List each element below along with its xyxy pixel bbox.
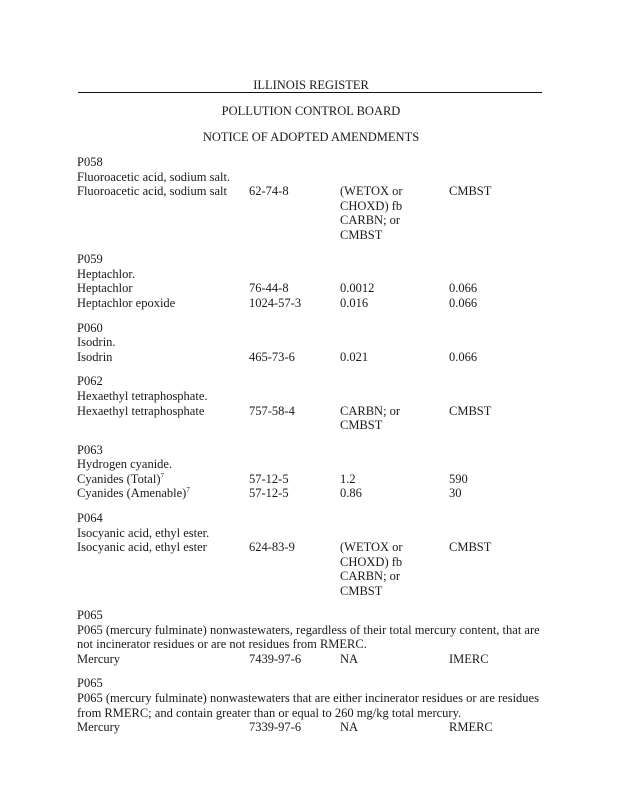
constituent-row [77,652,547,667]
waste-description: Hydrogen cyanide. [77,457,173,472]
constituent-row [77,540,547,598]
waste-entry [77,252,547,310]
waste-description: Heptachlor. [77,266,135,281]
waste-code: P064 [77,510,103,525]
notice-heading: NOTICE OF ADOPTED AMENDMENTS [202,130,420,144]
waste-code: P065 [77,676,103,691]
constituent-name [77,486,547,501]
nonwastewater-standard: CMBST [449,540,492,555]
wastewater-standard: 0.021 [340,349,369,364]
nonwastewater-standard: 0.066 [449,295,478,310]
footnote-marker: 7 [160,471,164,480]
constituent-name: Hexaethyl tetraphosphate [77,403,205,418]
board-heading: POLLUTION CONTROL BOARD [221,104,401,118]
cas-number: 57-12-5 [249,471,289,486]
constituent-name: Isodrin [77,349,113,364]
wastewater-standard: 0.86 [340,486,362,501]
waste-code: P065 [77,608,103,623]
cas-number: 465-73-6 [249,349,295,364]
waste-entry [77,608,547,666]
wastewater-standard: NA [340,651,359,666]
wastewater-standard: 1.2 [340,471,356,486]
wastewater-standard: CARBN; or CMBST [340,403,401,433]
register-heading: ILLINOIS REGISTER [253,78,369,92]
nonwastewater-standard: 590 [449,471,468,486]
constituent-name: Isocyanic acid, ethyl ester [77,540,207,555]
constituent-row [77,472,547,487]
waste-description: Isodrin. [77,335,116,350]
wastewater-standard: 0.016 [340,295,369,310]
waste-description: Isocyanic acid, ethyl ester. [77,525,210,540]
constituent-row [77,350,547,365]
cas-number: 7339-97-6 [249,720,302,735]
waste-entry [77,155,547,242]
waste-entry [77,443,547,501]
waste-code: P062 [77,374,103,389]
constituent-row [77,296,547,311]
waste-entry [77,374,547,432]
cas-number: 757-58-4 [249,403,295,418]
nonwastewater-standard: CMBST [449,184,492,199]
waste-description: P065 (mercury fulminate) nonwastewaters that are either incinerator residues or are residues from RMERC; and contain greater than or equal to 260 mg/kg total mercury. [77,691,539,720]
constituent-name: Heptachlor [77,281,133,296]
header-rule [78,92,542,93]
constituent-name: Mercury [77,651,121,666]
waste-code: P058 [77,155,103,169]
nonwastewater-standard: IMERC [449,651,489,666]
cas-number: 76-44-8 [249,281,289,296]
nonwastewater-standard: RMERC [449,720,493,735]
waste-entry [77,511,547,598]
constituent-row [77,720,547,735]
constituent-name-text: Cyanides (Amenable) [77,486,187,501]
waste-code: P059 [77,252,103,267]
constituent-name-text: Cyanides (Total) [77,471,161,486]
waste-code: P063 [77,442,103,457]
constituent-row [77,281,547,296]
constituent-row [77,184,547,242]
waste-description: P065 (mercury fulminate) nonwastewaters, regardless of their total mercury content, that are not incinerator residues or are not residues from RMERC. [77,622,540,652]
nonwastewater-standard: 0.066 [449,281,478,296]
wastewater-standard: 0.0012 [340,281,375,296]
cas-number: 7439-97-6 [249,651,302,666]
waste-code-list [77,155,547,745]
constituent-row [77,486,547,501]
waste-entry [77,321,547,365]
cas-number: 57-12-5 [249,486,289,501]
nonwastewater-standard: 30 [449,486,462,501]
waste-description: Fluoroacetic acid, sodium salt. [77,169,231,184]
constituent-name [77,472,547,487]
waste-entry [77,676,547,734]
cas-number: 624-83-9 [249,540,295,555]
nonwastewater-standard: 0.066 [449,349,478,364]
constituent-name: Mercury [77,720,121,735]
wastewater-standard: (WETOX or CHOXD) fb CARBN; or CMBST [340,540,403,598]
waste-description: Hexaethyl tetraphosphate. [77,388,208,403]
cas-number: 62-74-8 [249,184,289,199]
footnote-marker: 7 [186,486,190,495]
constituent-row [77,404,547,433]
nonwastewater-standard: CMBST [449,403,492,418]
constituent-name: Fluoroacetic acid, sodium salt [77,184,227,199]
wastewater-standard: (WETOX or CHOXD) fb CARBN; or CMBST [340,184,403,242]
wastewater-standard: NA [340,720,359,735]
cas-number: 1024-57-3 [249,295,302,310]
waste-code: P060 [77,320,103,335]
constituent-name: Heptachlor epoxide [77,295,176,310]
